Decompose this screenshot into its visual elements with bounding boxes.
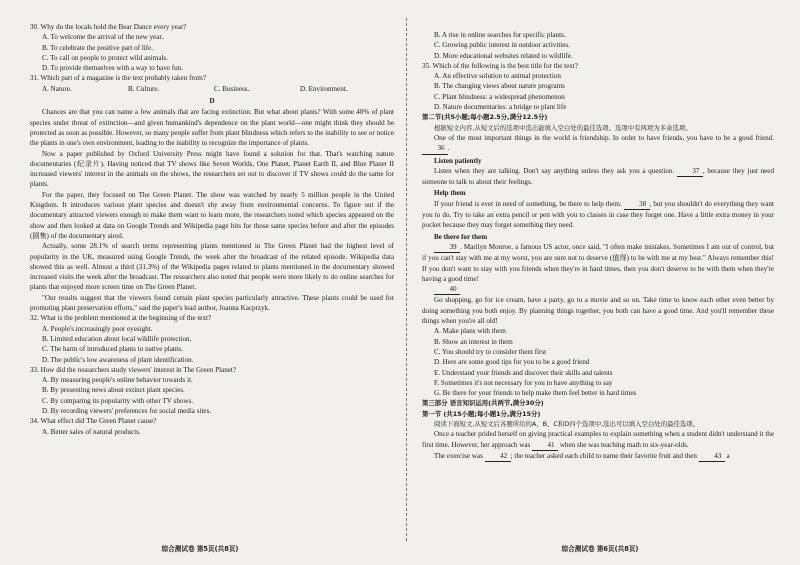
q31-option-d: D. Environment. (300, 84, 348, 93)
cloze-paragraph (422, 284, 774, 295)
blank-42[interactable]: 42 (485, 451, 511, 462)
q35-option-a: A. An effective solution to animal protection (434, 72, 561, 81)
cloze-text: , but you shouldn't do everything they want you to do. Try to take an extra pencil or pen with you to classes in case they forget one. Have a little extra money in your pocket because they may forget something they need. (422, 199, 774, 230)
q32-option-a: A. People's increasingly poor eyesight. (42, 324, 153, 333)
blank-40[interactable]: 40 (434, 284, 460, 295)
cloze-paragraph (422, 242, 774, 284)
section2-instruction: 根据短文内容,从短文后的选项中选出能填入空白处的最佳选项。选项中有两项为多余选项。 (434, 123, 692, 132)
cloze-paragraph (422, 166, 774, 188)
passage-paragraph: Chances are that you can name a few animals that are facing extinction. But what about plants? With some 40% of plant species under threat of extinction—and given humankind's dependence on the plant world—one might think they should be protected as soon as possible. However, so many people suffer from plant blindness which refers to the inability to see or notice the plants in one's own environment, leading to the inability to recognize the importance of plants. (30, 108, 394, 148)
q32-stem: 32. What is the problem mentioned at the beginning of the text? (30, 314, 212, 323)
q33-option-b: B. By presenting news about extinct plant species. (42, 386, 185, 395)
q32-option-b: B. Limited education about local wildlife protection. (42, 334, 192, 343)
q34-stem: 34. What effect did The Green Planet cause? (30, 417, 157, 426)
passage-label: D (209, 97, 215, 106)
q30-option-a: A. To welcome the arrival of the new year. (42, 33, 164, 42)
q30-option-b: B. To celebrate the positive part of life. (42, 43, 154, 52)
part3-paragraph (422, 429, 774, 451)
blank-37[interactable]: 37 (677, 166, 703, 177)
part3-text: Once a teacher prided herself on giving practical examples to explain something when a student didn't understand it the first time. However, her approach was (422, 430, 774, 449)
q33-option-d: D. By recording viewers' preferences for social media sites. (42, 406, 212, 415)
cloze-text: One of the most important things in the world is friendship. In order to have friends, you have to be a good friend. (434, 133, 774, 142)
blank-38[interactable]: 38 (624, 199, 650, 210)
q34-option-b: B. A rise in online searches for specific plants. (434, 31, 566, 39)
blank-39[interactable]: 39 (434, 242, 460, 253)
passage-paragraph: "Our results suggest that the viewers found certain plant species particularly attractive. These plants could be used for promoting plant preservation efforts," said the paper's lead author, Joanna Kacprzyk. (30, 293, 394, 313)
q31-option-c: C. Business. (214, 84, 250, 93)
section1-title: 第一节 (共15小题;每小题1分,满分15分) (422, 409, 541, 418)
part3-paragraph (422, 451, 774, 462)
cloze-text: Listen when they are talking. Don't say anything unless they ask you a question. (434, 166, 675, 175)
q35-option-c: C. Plant blindness: a widespread phenomenon (434, 92, 565, 101)
q35-option-d: D. Nature documentaries: a bridge to plant life (434, 103, 567, 112)
q31-options (42, 84, 394, 94)
cloze-text: If your friend is ever in need of something, be there to help them. (434, 199, 622, 208)
cloze-text: , because they just need someone to talk to about their feelings. (422, 166, 774, 187)
passage-paragraph: Now a paper published by Oxford University Press might have found a solution for that. That's watching nature documentaries (纪录片). Having noticed that TV shows like Seven Worlds, One Planet, Planet Earth II, and Blue Planet II increased viewers' interest in the animals on the shows, the researchers set out to discover if TV shows could do the same for plants. (30, 149, 394, 189)
heading-listen: Listen patiently (434, 156, 482, 165)
section1-instruction: 阅读下面短文,从短文后各题所给的A、B、C和D四个选项中,选出可以填入空白处的最佳选项。 (434, 419, 700, 428)
part3-title: 第三部分 语言知识运用(共两节,满分30分) (422, 399, 544, 408)
q30-option-d: D. To provide themselves with a way to have fun. (42, 64, 184, 73)
q31-option-a: A. Nature. (42, 84, 72, 93)
cloze-paragraph (422, 199, 774, 231)
left-page-footer: 综合测试卷 第5页(共8页) (161, 545, 239, 553)
heading-there: Be there for them (434, 232, 488, 241)
part3-text: a (726, 451, 730, 460)
q32-option-c: C. The harm of introduced plants to native plants. (42, 345, 183, 354)
cloze-text: . Marilyn Monroe, a famous US actor, once said, "I often make mistakes. Sometimes I am out of control, but if you can't stay with me at my worst, you are sure not to deserve (值得) to be with me at my best." Always remember this! If you don't want to stay with you friends when they're in hard times, then you don't deserve to be with them when they're having a good time! (422, 242, 774, 283)
part3-text: The exercise was (434, 451, 483, 460)
part3-text: ; the teacher asked each child to name their favorite fruit and then (510, 451, 697, 460)
q35-option-b: B. The changing views about nature programs (434, 82, 565, 91)
q33-option-c: C. By comparing its popularity with other TV shows. (42, 396, 194, 405)
cloze-option-f: F. Sometimes it's not necessary for you to have anything to say (434, 378, 613, 387)
cloze-paragraph: Go shopping, go for ice cream, have a party, go to a movie and so on. Take time to know each other even better by doing something you both enjoy. By planning things together, you both can have a good time. And you'll remember these things when you're all old! (422, 296, 774, 326)
cloze-option-g: G. Be there for your friends to help make them feel better in hard times (434, 389, 637, 398)
blank-41[interactable]: 41 (532, 440, 558, 451)
heading-help: Help them (434, 189, 466, 198)
q30-option-c: C. To call on people to protect wild animals. (42, 53, 168, 62)
cloze-option-a: A. Make plans with them (434, 327, 506, 336)
blank-43[interactable]: 43 (699, 451, 725, 462)
blank-36[interactable]: 36 (422, 143, 448, 154)
cloze-paragraph: One of the most important things in the world is friendship. In order to have friends, you have to be a good friend. 36 . (422, 133, 774, 155)
passage-paragraph: For the paper, they focused on The Green Planet. The show was watched by nearly 5 million people in the United Kingdom. It introduces various plant species and doesn't shy away from environmental concerns. To figure out if the documentary attracted viewers enough to make them want to learn more, the researchers noted which species appeared on the show and then looked at data on Google Trends and Wikipedia page hits for those same species before and after the episodes (剧集) of the documentary aired. (30, 190, 394, 240)
cloze-option-c: C. You should try to consider them first (434, 347, 547, 356)
passage-paragraph: Actually, some 28.1% of search terms representing plants mentioned in The Green Planet had the highest level of popularity in the UK, measured using Google Trends, the week after the broadcast of the related episode. Wikipedia data showed this as well. Almost a third (31.3%) of the Wikipedia pages related to plants mentioned in the documentary showed increased visits the week after the broadcast. The researchers also noted that people were more likely to do online searches for plants that enjoyed more screen time on The Green Planet. (30, 242, 394, 292)
right-page-footer: 综合测试卷 第6页(共8页) (561, 545, 639, 553)
q33-stem: 33. How did the researchers study viewers' interest in The Green Planet? (30, 365, 237, 374)
q34-option-d: D. More educational websites related to wildlife. (434, 51, 573, 60)
q34-option-a: A. Better sales of natural products. (42, 427, 141, 436)
left-page (30, 0, 394, 437)
part3-text: when she was teaching math to six-year-olds. (559, 440, 689, 449)
cloze-option-e: E. Understand your friends and discover their skills and talents (434, 368, 613, 377)
q32-option-d: D. The public's low awareness of plant identification. (42, 355, 194, 364)
cloze-option-b: B. Show an interest in them (434, 337, 513, 346)
q34-option-c: C. Growing public interest in outdoor activities. (434, 41, 570, 50)
q35-stem: 35. Which of the following is the best title for the text? (422, 61, 578, 70)
q30-stem: 30. Why do the locals hold the Bear Dance every year? (30, 23, 187, 31)
cloze-option-d: D. Here are some good tips for you to be a good friend (434, 358, 590, 367)
right-page (422, 0, 774, 462)
page-divider (406, 18, 407, 541)
section2-title: 第二节(共5小题;每小题2.5分,满分12.5分) (422, 113, 548, 122)
q33-option-a: A. By measuring people's online behavior towards it. (42, 376, 193, 385)
q31-stem: 31. Which part of a magazine is the text probably taken from? (30, 74, 206, 83)
q31-option-b: B. Culture. (128, 84, 160, 93)
